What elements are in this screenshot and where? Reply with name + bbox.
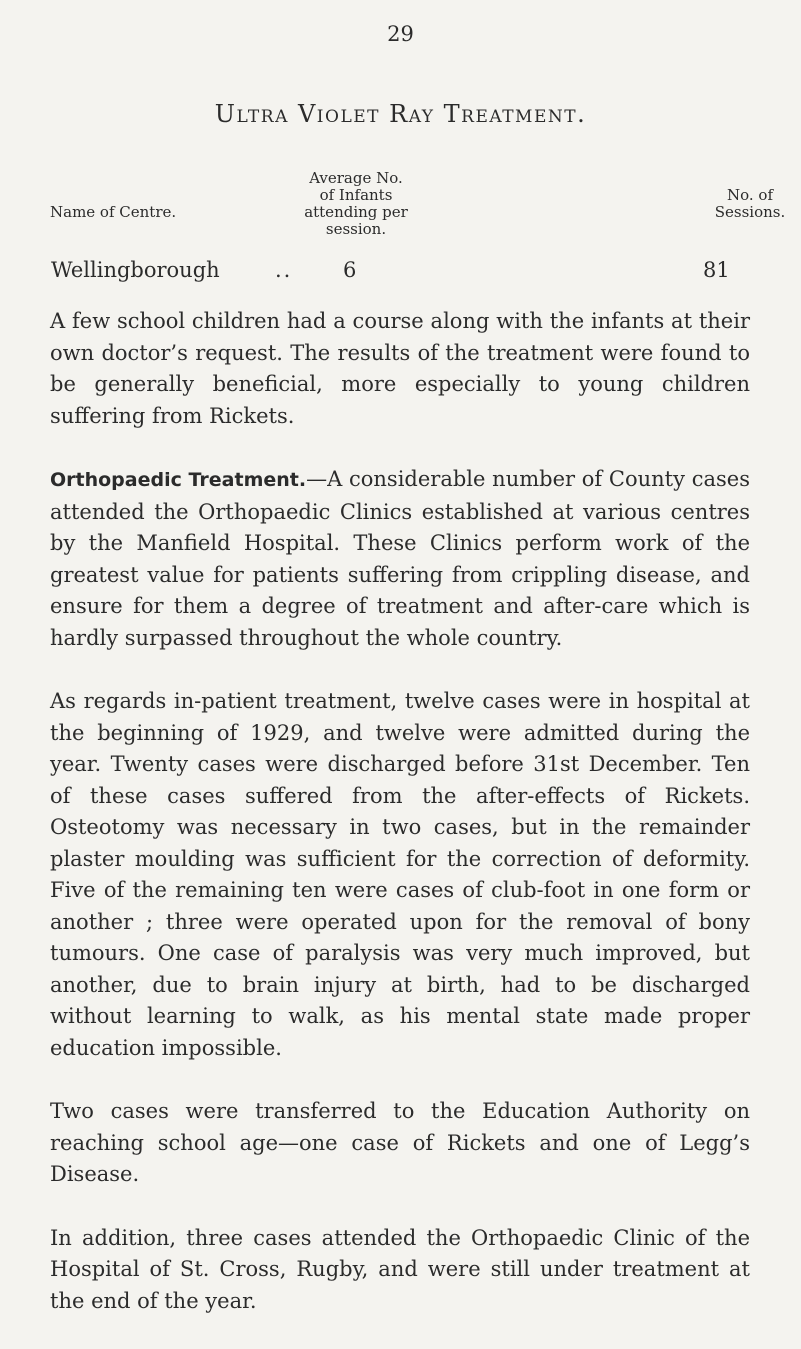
section-title: Ultra Violet Ray Treatment. bbox=[214, 100, 587, 128]
column-header-average-line: of Infants bbox=[319, 186, 393, 204]
orthopaedic-heading: Orthopaedic Treatment. bbox=[50, 469, 307, 491]
column-header-sessions-line: Sessions. bbox=[714, 203, 786, 221]
paragraph-rugby: In addition, three cases attended the Orthopaedic Clinic of the Hospital of St. Cross, Rugby, and were still under treatment at the end of the year. bbox=[50, 1225, 750, 1313]
body-text bbox=[50, 306, 750, 1349]
paragraph-school-children: A few school children had a course along with the infants at their own doctor’s request. The results of the treatment were found to be generally beneficial, more especially to young children suffering from Rickets. bbox=[50, 309, 750, 428]
cell-leader-dots: .. bbox=[275, 258, 293, 282]
column-header-average-line: session. bbox=[325, 220, 387, 238]
orthopaedic-text: —A considerable number of County cases attended the Orthopaedic Clinics established at various centres by the Manfield Hospital. These Clinics perform work of the greatest value for patients suffering from crippling disease, and ensure for them a degree of treatment and after-care which is hardly surpassed throughout the whole country. bbox=[50, 467, 750, 650]
column-header-name: Name of Centre. bbox=[50, 203, 177, 221]
column-header-average-line: Average No. bbox=[309, 169, 403, 187]
cell-centre-name: Wellingborough bbox=[51, 258, 220, 282]
paragraph-orthopaedic bbox=[50, 464, 750, 654]
cell-sessions: 81 bbox=[703, 258, 730, 282]
column-header-average-line: attending per bbox=[304, 203, 408, 221]
cell-average-infants: 6 bbox=[343, 258, 357, 282]
column-header-sessions-line: No. of bbox=[726, 186, 773, 204]
column-header-average bbox=[290, 170, 422, 238]
paragraph-in-patient: As regards in-patient treatment, twelve cases were in hospital at the beginning of 1929, and twelve were admitted during the year. Twenty cases were discharged before 31st December. Ten of these cases suffered from the after-effects of Rickets. Osteotomy was necessary in two cases, but in the remainder plaster moulding was sufficient for the correction of deformity. Five of the remaining ten were cases of club-foot in one form or another ; three were operated upon for the removal of bony tumours. One case of paralysis was very much improved, but another, due to brain injury at birth, had to be discharged without learning to walk, as his mental state made proper education impossible. bbox=[50, 689, 750, 1060]
page-number: 29 bbox=[387, 22, 414, 46]
column-header-sessions bbox=[700, 187, 800, 221]
paragraph-transferred: Two cases were transferred to the Education Authority on reaching school age—one case of Rickets and one of Legg’s Disease. bbox=[50, 1099, 750, 1186]
